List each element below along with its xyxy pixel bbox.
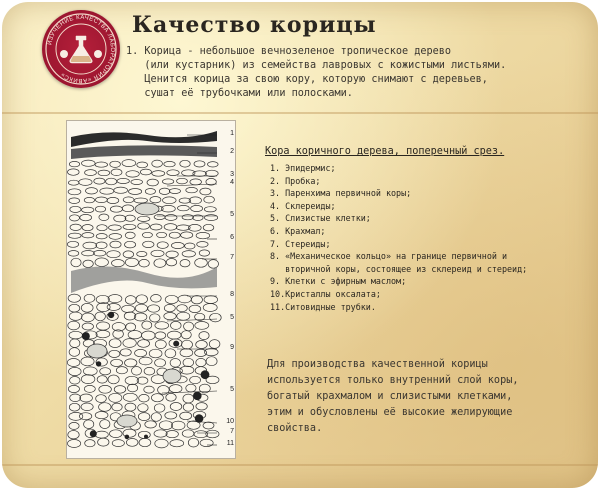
note-line: свойства. [267,423,323,434]
intro-line: (или кустарник) из семейства лавровых с кожистыми листьями. [126,60,507,71]
figure-label: 7 [230,254,234,261]
intro-text [126,45,596,101]
legend-item: 10.Кристаллы оксалата; [270,288,381,299]
figure-label: 2 [230,148,234,155]
legend-item: 6. Крахмал; [270,225,326,236]
legend-item: вторичной коры, состоящее из склереид и стереид; [270,263,528,274]
figure-label: 11 [226,440,234,447]
laboratory-seal-logo [42,10,120,88]
note-line: этим и обусловлены её высокие желирующие [267,407,513,418]
legend-item: 4. Склереиды; [270,200,336,211]
legend-item: 3. Паренхима первичной коры; [270,188,412,199]
figure-label: 4 [230,179,234,186]
svg-text:ИЗУЧЕНИЕ КАЧЕСТВА ЛАБОРАТОРИЯ: ИЗУЧЕНИЕ КАЧЕСТВА ЛАБОРАТОРИЯ «АВИКС» [47,14,116,84]
figure-label: 6 [230,234,234,241]
note-line: Для производства качественной корицы [267,359,488,370]
figure-label: 5 [230,314,234,321]
conclusion-text [267,357,587,437]
intro-line: 1. Корица - небольшое вечнозеленое тропическое дерево [126,46,452,57]
figure-label: 10 [226,418,234,425]
bark-cross-section-image [66,120,236,459]
intro-line: сушат её трубочками или полосками. [126,88,353,99]
figure-label: 9 [230,344,234,351]
figure-heading: Кора коричного дерева, поперечный срез. [265,146,505,157]
note-line: используется только внутренний слой коры, [267,375,519,386]
legend-list [270,162,590,313]
legend-item: 7. Стереиды; [270,238,331,249]
figure-label: 5 [230,211,234,218]
legend-item: 11.Ситовидные трубки. [270,301,376,312]
document-card [2,2,598,488]
divider-top [2,112,598,114]
figure-label: 7 [230,428,234,435]
legend-item: 1. Эпидермис; [270,163,336,173]
divider-bottom [2,464,598,466]
note-line: богатый крахмалом и слизистыми клетками, [267,391,513,402]
legend-item: 8. «Механическое кольцо» на границе первичной и [270,251,507,262]
figure-label: 5 [230,386,234,393]
figure-label: 1 [230,130,234,137]
legend-item: 2. Пробка; [270,175,321,186]
intro-line: Ценится корица за свою кору, которую снимают с деревьев, [126,74,488,85]
legend-item: 9. Клетки с эфирным маслом; [270,276,407,287]
figure-callout-numbers [218,120,234,457]
legend-item: 5. Слизистые клетки; [270,213,371,224]
figure-label: 3 [230,171,234,178]
page-title: Качество корицы [132,12,377,38]
figure-label: 8 [230,291,234,298]
